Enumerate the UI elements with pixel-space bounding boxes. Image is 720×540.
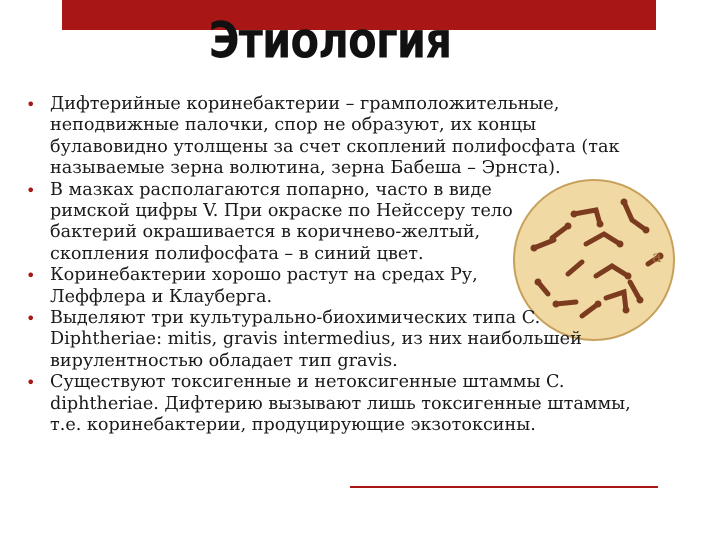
slide-title: Этиология xyxy=(208,11,452,70)
bullet-item xyxy=(22,180,662,266)
bullet-text: Дифтерийные коринебактерии – грамположительные, неподвижные палочки, спор не образуют, их концы булавовидно утолщены за счет скоплений полифосфата (так называемые зерна волютина, зерна Бабеша – Эрнста). xyxy=(50,94,620,179)
bullet-marker: • xyxy=(26,266,36,286)
bullet-marker: • xyxy=(26,373,36,393)
bullet-item xyxy=(22,372,662,436)
bullet-marker: • xyxy=(26,95,36,114)
bullet-item xyxy=(22,94,662,180)
bullet-item xyxy=(22,265,662,308)
bullet-marker: • xyxy=(26,309,36,329)
illustration-label: а xyxy=(652,247,662,266)
bullet-item xyxy=(22,308,662,372)
bullet-list xyxy=(22,94,662,437)
footer-accent-line xyxy=(350,486,658,488)
bullet-text: Выделяют три культурально-биохимических типа C. Diphtheriae: mitis, gravis intermedius, из них наибольшей вирулентностью обладает тип gravis. xyxy=(50,308,582,371)
bullet-text: В мазках располагаются попарно, часто в виде римской цифры V. При окраске по Нейссеру тело бактерий окрашивается в коричнево-желтый, скопления полифосфата – в синий цвет. xyxy=(50,179,513,264)
bullet-text: Существуют токсигенные и нетоксигенные штаммы C. diphtheriae. Дифтерию вызывают лишь токсигенные штаммы, т.е. коринебактерии, продуцирующие экзотоксины. xyxy=(50,372,631,436)
bullet-text: Коринебактерии хорошо растут на средах Ру, Леффлера и Клауберга. xyxy=(50,265,478,307)
bullet-marker: • xyxy=(26,180,36,200)
